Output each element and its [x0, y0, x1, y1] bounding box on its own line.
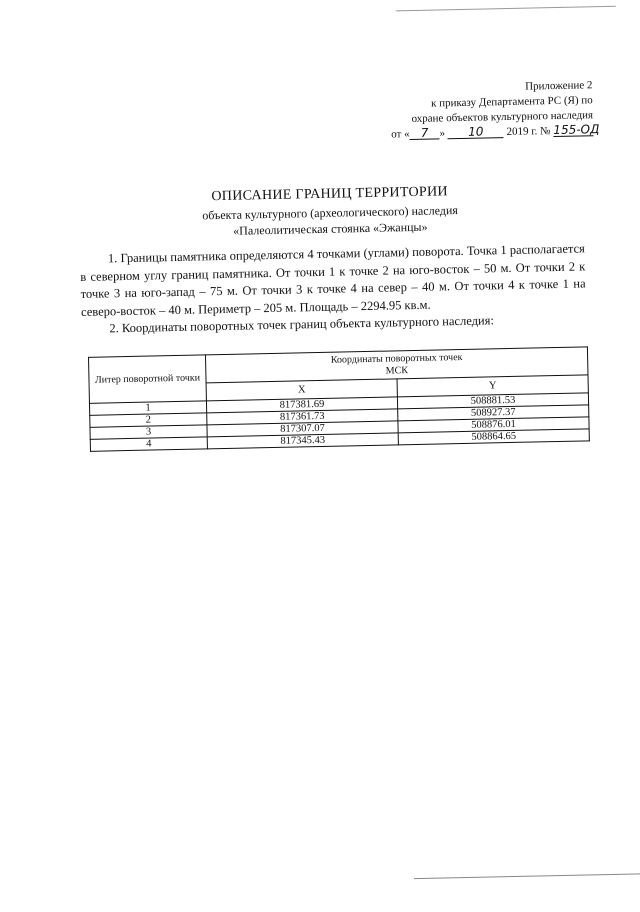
- header-y: Y: [397, 375, 588, 397]
- header-group-line-2: МСК: [385, 364, 409, 377]
- annex-line-1: Приложение 2: [525, 79, 593, 93]
- date-month: 10: [448, 125, 504, 139]
- body-text: [80, 240, 587, 338]
- date-year: 2019 г. №: [506, 125, 551, 139]
- cell-y: 508881.53: [397, 393, 588, 409]
- header-literal: Литер поворотной точки: [89, 355, 207, 403]
- cell-x: 817361.73: [207, 409, 398, 425]
- cell-y: 508864.65: [398, 429, 589, 445]
- title-sub-1: объекта культурного (археологического) наследия: [202, 203, 458, 223]
- title-main: ОПИСАНИЕ ГРАНИЦ ТЕРРИТОРИИ: [211, 184, 449, 205]
- cell-point: 3: [90, 425, 207, 439]
- bottom-rule: [414, 873, 640, 879]
- paragraph-2: 2. Координаты поворотных точек границ объекта культурного наследия:: [109, 313, 495, 336]
- cell-x: 817307.07: [207, 421, 398, 437]
- annex-header: [390, 78, 600, 142]
- cell-x: 817381.69: [206, 397, 397, 413]
- date-mid: »: [439, 127, 446, 140]
- header-x: X: [206, 379, 397, 401]
- header-group-line-1: Координаты поворотных точек: [330, 351, 463, 366]
- cell-y: 508927.37: [398, 405, 589, 421]
- cell-point: 4: [90, 437, 207, 451]
- paragraph-1: 1. Границы памятника определяются 4 точками (углами) поворота. Точка 1 располагается в северном углу границ памятника. От точки 1 к точке 2 на юго-восток – 50 м. От точки 2 к точке 3 на юго-запад – 75 м. От точки 3 к точке 4 на север – 40 м. От точки 4 к точке 1 на северо-восток – 40 м. Периметр – 205 м. Площадь – 2294.95 кв.м.: [80, 241, 586, 319]
- annex-line-2: к приказу Департамента РС (Я) по: [430, 94, 593, 110]
- document-title: [94, 180, 565, 242]
- date-day: 7: [409, 126, 439, 140]
- cell-x: 817345.43: [207, 433, 398, 449]
- top-rule: [396, 6, 616, 12]
- cell-point: 2: [90, 413, 207, 427]
- coordinates-table: [88, 346, 590, 451]
- cell-y: 508876.01: [398, 417, 589, 433]
- annex-date-line: [391, 122, 600, 142]
- date-prefix: от «: [391, 128, 410, 141]
- order-number: 155-ОД: [553, 122, 600, 138]
- annex-line-3: охране объектов культурного наследия: [411, 109, 594, 126]
- cell-point: 1: [89, 401, 206, 415]
- title-sub-2: «Палеолитическая стоянка «Эжанцы»: [233, 219, 428, 238]
